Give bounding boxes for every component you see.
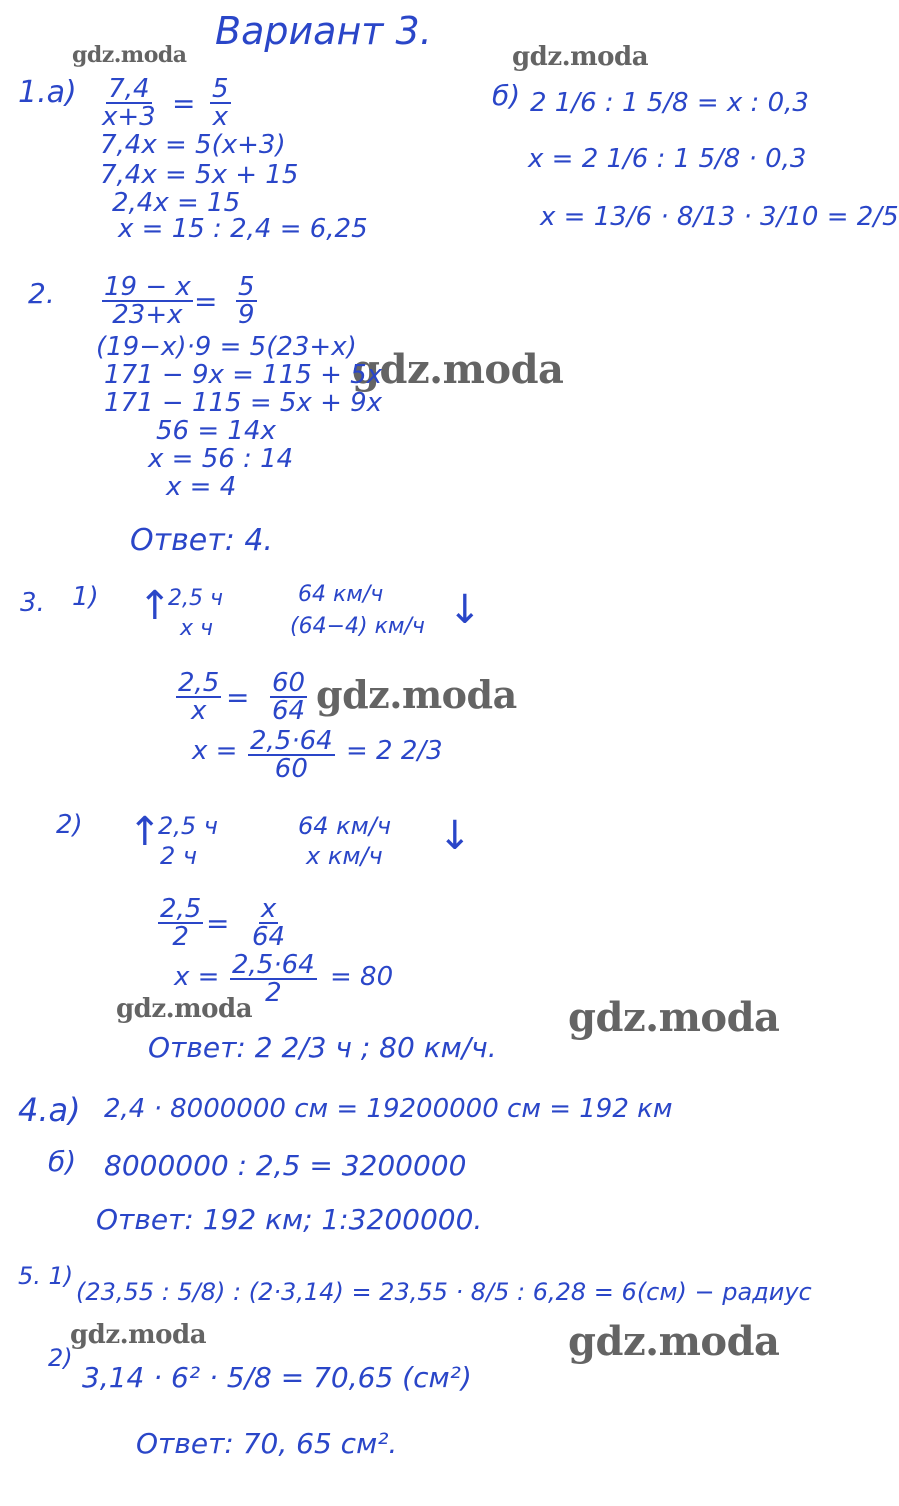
task2-lhs-fraction xyxy=(102,274,193,328)
task5-label: 5. 1) xyxy=(18,1262,74,1290)
numerator: 5 xyxy=(238,272,255,302)
denominator: x xyxy=(190,696,207,726)
task3-p2-speed: x км/ч xyxy=(306,842,383,870)
task3-p2-result: = 80 xyxy=(330,962,394,992)
task3-p2-lhs-fraction xyxy=(158,896,203,950)
numerator: 2,5 xyxy=(178,668,220,698)
equals-sign: = xyxy=(206,907,230,940)
task4-a-label: 4.а) xyxy=(18,1091,81,1129)
task3-p1-time: x ч xyxy=(180,616,214,641)
task3-p1-lhs-fraction xyxy=(176,670,221,724)
task5-line: (23,55 : 5/8) : (2·3,14) = 23,55 · 8/5 : 6,28 = 6(см) − радиус xyxy=(76,1278,812,1306)
task2-answer: Ответ: 4. xyxy=(130,523,273,558)
task1-label: 1.а) xyxy=(18,75,77,110)
arrow-down-icon: ↓ xyxy=(438,813,472,859)
equals-sign: = xyxy=(194,285,218,318)
numerator: 5 xyxy=(212,74,229,104)
equals-sign: = xyxy=(226,681,250,714)
task1-a-rhs-fraction xyxy=(210,76,231,130)
watermark: gdz.moda xyxy=(512,42,649,72)
denominator: 9 xyxy=(238,300,255,330)
denominator: x+3 xyxy=(102,102,156,132)
equals-sign: = xyxy=(172,87,196,120)
task4-answer: Ответ: 192 км; 1:3200000. xyxy=(96,1203,483,1236)
task1-b-line: x = 13/6 · 8/13 · 3/10 = 2/5 xyxy=(540,202,899,232)
task2-line: (19−x)·9 = 5(23+x) xyxy=(96,332,357,362)
task2-line: 171 − 9x = 115 + 5x xyxy=(104,360,383,390)
task3-p1-solve-fraction xyxy=(248,728,335,782)
denominator: 64 xyxy=(252,922,286,952)
task1-a-line: x = 15 : 2,4 = 6,25 xyxy=(118,214,368,244)
task3-label: 3. xyxy=(20,588,45,618)
task1-a-line: 2,4x = 15 xyxy=(112,188,241,218)
numerator: 60 xyxy=(272,668,306,698)
task2-line: x = 56 : 14 xyxy=(148,444,294,474)
numerator: x xyxy=(260,894,277,924)
task3-p1-speed: (64−4) км/ч xyxy=(290,614,425,639)
watermark: gdz.moda xyxy=(352,346,564,393)
watermark: gdz.moda xyxy=(72,42,187,68)
numerator: 2,5·64 xyxy=(250,726,333,756)
arrow-down-icon: ↓ xyxy=(448,587,482,633)
denominator: 64 xyxy=(272,696,306,726)
denominator: 23+x xyxy=(112,300,183,330)
task5-answer: Ответ: 70, 65 см². xyxy=(136,1427,398,1460)
task1-b-label: б) xyxy=(492,79,521,112)
task3-p2-rhs-fraction xyxy=(250,896,287,950)
numerator: 7,4 xyxy=(108,74,150,104)
task2-line: 56 = 14x xyxy=(156,416,276,446)
task1-b-line: 2 1/6 : 1 5/8 = x : 0,3 xyxy=(530,88,809,118)
task3-p2-solve-fraction xyxy=(230,952,317,1006)
denominator: 60 xyxy=(274,754,308,784)
task1-a-lhs-fraction xyxy=(100,76,158,130)
denominator: 2 xyxy=(265,978,282,1008)
task2-line: 171 − 115 = 5x + 9x xyxy=(104,388,383,418)
task4-b-line: 8000000 : 2,5 = 3200000 xyxy=(104,1149,467,1182)
task1-a-line: 7,4x = 5(x+3) xyxy=(100,130,286,160)
numerator: 19 − x xyxy=(104,272,191,302)
task1-b-line: x = 2 1/6 : 1 5/8 · 0,3 xyxy=(528,144,807,174)
task3-p1-time: 2,5 ч xyxy=(168,586,223,611)
task4-a-line: 2,4 · 8000000 см = 19200000 см = 192 км xyxy=(104,1094,673,1124)
task2-rhs-fraction xyxy=(236,274,257,328)
task3-p2-solve: x = xyxy=(174,962,220,992)
task3-p2-time: 2 ч xyxy=(160,842,198,870)
task2-line: x = 4 xyxy=(166,472,237,502)
task3-p2-time: 2,5 ч xyxy=(158,812,218,840)
numerator: 2,5·64 xyxy=(232,950,315,980)
task5-line: 3,14 · 6² · 5/8 = 70,65 (см²) xyxy=(82,1361,472,1394)
denominator: 2 xyxy=(172,922,189,952)
task3-p1-result: = 2 2/3 xyxy=(346,736,443,766)
watermark: gdz.moda xyxy=(116,994,253,1024)
watermark: gdz.moda xyxy=(70,1320,207,1350)
watermark: gdz.moda xyxy=(568,994,780,1041)
task3-p1-solve: x = xyxy=(192,736,238,766)
task2-label: 2. xyxy=(28,277,55,310)
watermark: gdz.moda xyxy=(568,1318,780,1365)
page-title: Вариант 3. xyxy=(215,9,432,53)
task1-a-line: 7,4x = 5x + 15 xyxy=(100,160,299,190)
task5-part2-label: 2) xyxy=(48,1344,73,1372)
denominator: x xyxy=(212,102,228,132)
numerator: 2,5 xyxy=(160,894,202,924)
watermark: gdz.moda xyxy=(316,672,517,717)
arrow-up-icon: ↑ xyxy=(138,583,172,629)
task3-answer: Ответ: 2 2/3 ч ; 80 км/ч. xyxy=(148,1031,497,1064)
task3-p1-rhs-fraction xyxy=(270,670,307,724)
task3-part2-label: 2) xyxy=(56,810,83,840)
task3-p1-speed: 64 км/ч xyxy=(298,582,384,607)
task3-p2-speed: 64 км/ч xyxy=(298,812,392,840)
task4-b-label: б) xyxy=(48,1145,77,1178)
arrow-up-icon: ↑ xyxy=(128,809,162,855)
task3-part1-label: 1) xyxy=(72,582,99,612)
